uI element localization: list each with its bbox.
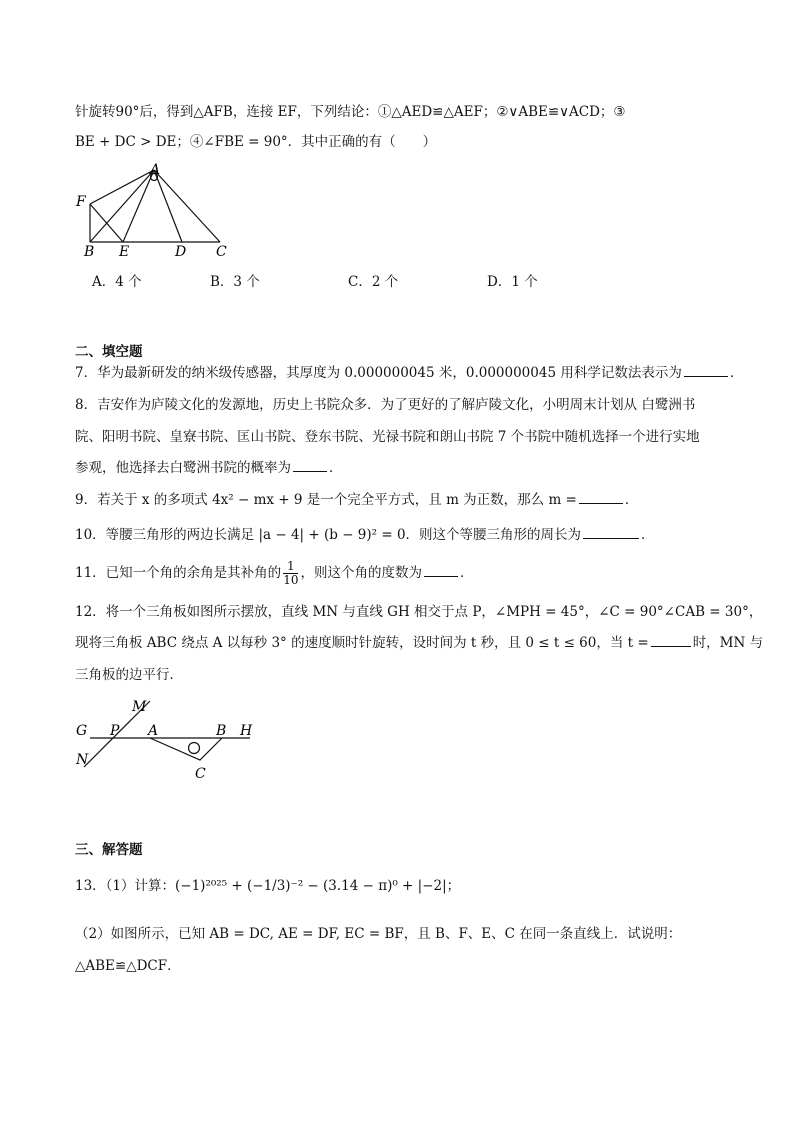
- q12-line2: [75, 634, 763, 652]
- q12-line1: 12．将一个三角板如图所示摆放，直线 MN 与直线 GH 相交于点 P，∠MPH = 45°，∠C = 90°∠CAB = 30°，: [75, 604, 763, 620]
- q11-fraction: [283, 560, 298, 587]
- q12-text: 现将三角板 ABC 绕点 A 以每秒 3° 的速度顺时针旋转，设时间为 t 秒，且 0 ≤ t ≤ 60，当 t =: [75, 635, 649, 651]
- q12-line3: 三角板的边平行．: [75, 667, 183, 683]
- q9-blank: [579, 491, 623, 504]
- label-H: H: [240, 723, 253, 739]
- q13-part1: 13．（1）计算：(−1)²⁰²⁵ + (−1/3)⁻² − (3.14 − π)⁰ + |−2|；: [75, 878, 461, 894]
- q6-option-c: C．2 个: [348, 274, 399, 290]
- q7-blank: [684, 364, 728, 377]
- q11-blank: [424, 564, 458, 577]
- q13-part2-line2: △ABE≌△DCF．: [75, 958, 181, 974]
- q6-option-b: B．3 个: [210, 274, 260, 290]
- label-B: B: [84, 244, 95, 260]
- label-B: B: [216, 723, 227, 739]
- label-M: M: [132, 699, 147, 715]
- q8-line1: 8．吉安作为庐陵文化的发源地，历史上书院众多．为了更好的了解庐陵文化，小明周末计划从 白鹭洲书: [75, 397, 696, 413]
- q10-blank: [583, 526, 639, 539]
- q13-part2-line1: （2）如图所示，已知 AB = DC, AE = DF, EC = BF，且 B、F、E、C 在同一条直线上．试说明：: [75, 926, 682, 942]
- label-F: F: [76, 194, 86, 210]
- q11-text: 11．已知一个角的余角是其补角的: [75, 565, 282, 581]
- q7-end: ．: [729, 365, 744, 381]
- label-N: N: [76, 752, 89, 768]
- q6-line1: 针旋转90°后，得到△AFB，连接 EF，下列结论：①△AED≌△AEF；②∨ABE≌∨ACD；③: [75, 104, 626, 120]
- label-G: G: [76, 723, 88, 739]
- q9-end: ．: [624, 492, 639, 508]
- label-C: C: [216, 244, 227, 260]
- q10-text: 10．等腰三角形的两边长满足 |a − 4| + (b − 9)² = 0．则这个等腰三角形的周长为: [75, 527, 582, 543]
- section-title-fill-in: 二、填空题: [75, 344, 143, 360]
- q7: [75, 364, 743, 382]
- q8-blank: [293, 459, 327, 472]
- label-A: A: [148, 723, 159, 739]
- q6-option-d: D．1 个: [487, 274, 538, 290]
- section-title-answers: 三、解答题: [75, 842, 143, 858]
- q11: [75, 560, 473, 587]
- q7-text: 7．华为最新研发的纳米级传感器，其厚度为 0.000000045 米，0.000000045 用科学记数法表示为: [75, 365, 682, 381]
- q8-text: 参观，他选择去白鹭洲书院的概率为: [75, 460, 291, 476]
- label-D: D: [175, 244, 187, 260]
- q10: [75, 526, 655, 544]
- q11-denominator: 10: [283, 573, 299, 587]
- q11-text2: ，则这个角的度数为: [300, 565, 422, 581]
- q6-line2: BE + DC > DE；④∠FBE = 90°．其中正确的有（ ）: [75, 134, 437, 150]
- q8-line2: 院、阳明书院、皇寮书院、匡山书院、登东书院、光禄书院和朗山书院 7 个书院中随机选择一个进行实地: [75, 429, 700, 445]
- q12-figure: [70, 695, 270, 790]
- q9-text: 9．若关于 x 的多项式 4x² − mx + 9 是一个完全平方式，且 m 为正数，那么 m =: [75, 492, 577, 508]
- q9: [75, 491, 638, 509]
- q12-end: 时，MN 与: [692, 635, 764, 651]
- label-E: E: [119, 244, 130, 260]
- q8-line3: [75, 459, 343, 477]
- q11-numerator: 1: [283, 560, 298, 574]
- q6-figure: [70, 160, 240, 260]
- q6-option-a: A．4 个: [92, 274, 142, 290]
- q11-end: ．: [459, 565, 474, 581]
- label-A: A: [150, 162, 161, 178]
- label-P: P: [110, 723, 120, 739]
- q8-end: ．: [329, 460, 343, 476]
- q12-blank: [651, 634, 691, 647]
- label-C: C: [195, 766, 206, 782]
- q10-end: ．: [641, 527, 655, 543]
